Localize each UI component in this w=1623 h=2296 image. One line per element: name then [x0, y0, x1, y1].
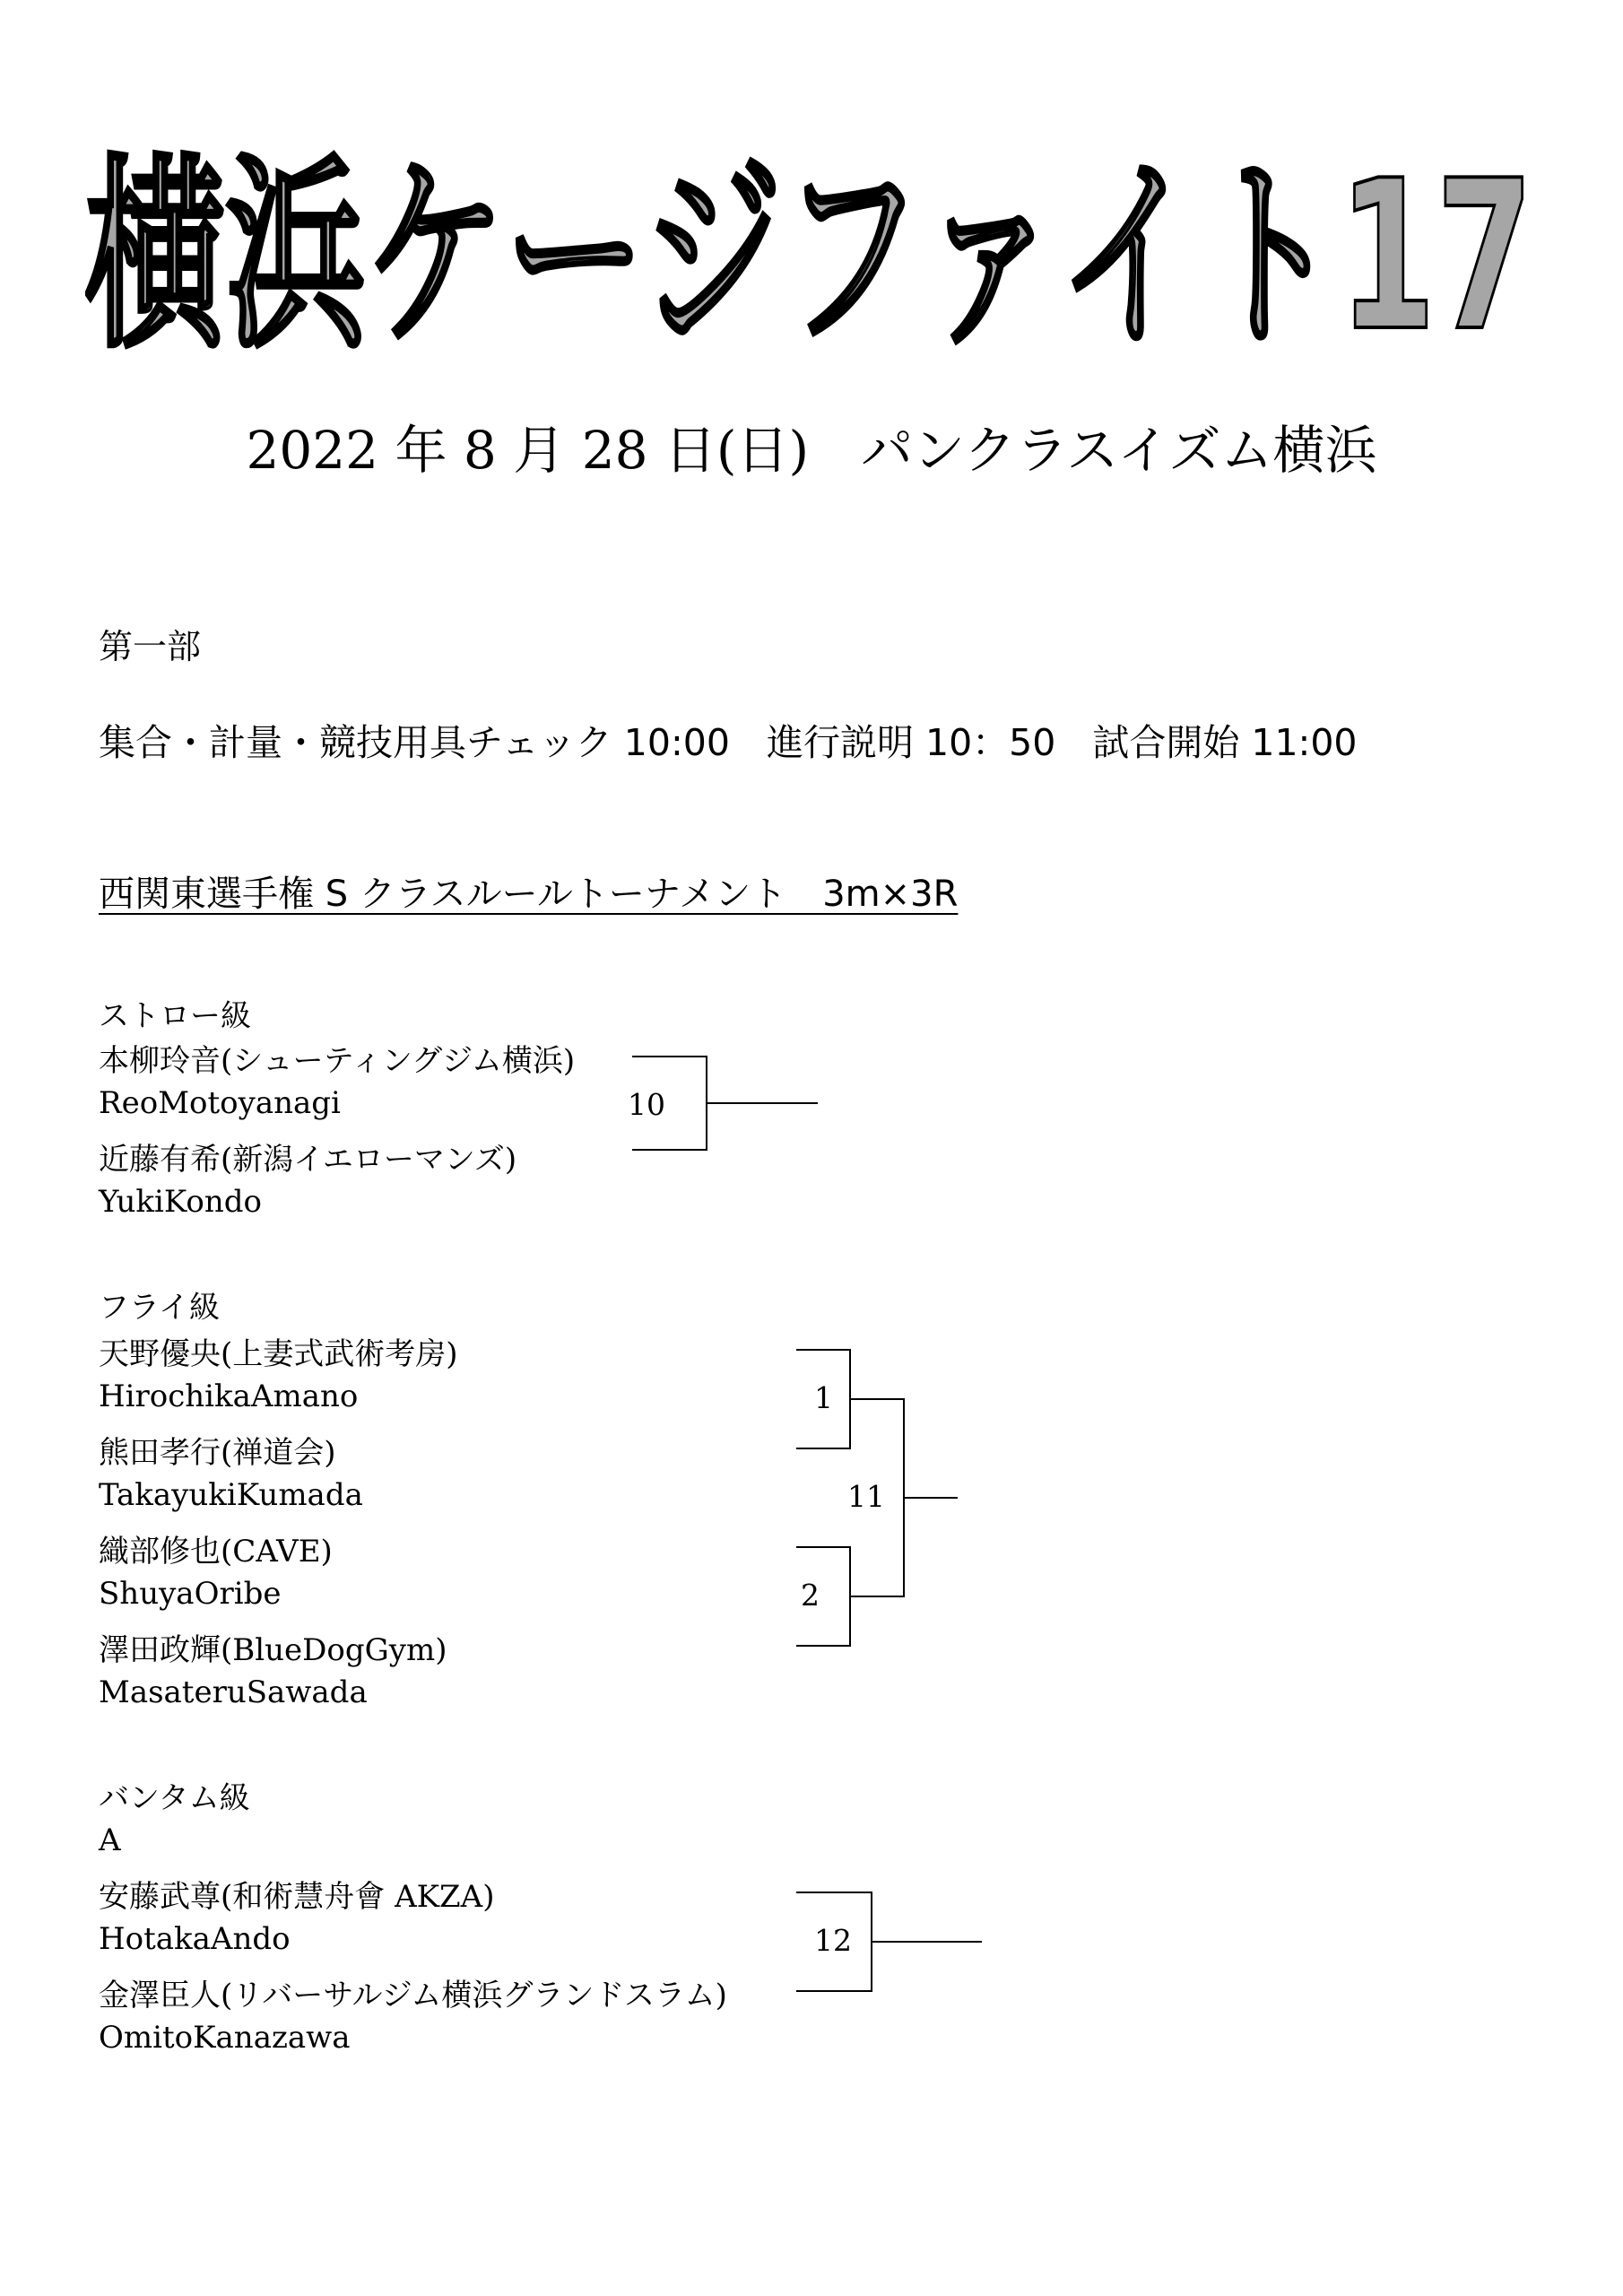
fighter-name-jp: 本柳玲音(シューティングジム横浜) [99, 1043, 576, 1079]
fighter-name-en: OmitoKanazawa [99, 2020, 351, 2056]
fighter-name-en: ShuyaOribe [99, 1576, 282, 1612]
event-title-banner [85, 85, 1538, 372]
division-heading-flyweight: フライ級 [99, 1290, 220, 1326]
fighter-name-jp: 安藤武尊(和術慧舟會 AKZA) [99, 1879, 495, 1915]
event-date-venue: 2022 年 8 月 28 日(日) パンクラスイズム横浜 [246, 420, 1377, 481]
bout-number: 1 [814, 1380, 833, 1415]
fighter-name-jp: 金澤臣人(リバーサルジム横浜グランドスラム) [99, 1978, 727, 2013]
section-heading: 第一部 [99, 627, 202, 666]
bout-number: 10 [628, 1087, 665, 1122]
event-title: 横浜ケージファイト17 [85, 137, 1533, 372]
fighter-name-en: YukiKondo [99, 1184, 262, 1220]
fighter-name-en: ReoMotoyanagi [99, 1085, 341, 1121]
fighter-name-jp: 熊田孝行(禅道会) [99, 1435, 336, 1471]
tournament-title: 西関東選手権 S クラスルールトーナメント 3m×3R [99, 874, 959, 915]
fighter-name-en: MasateruSawada [99, 1674, 368, 1710]
fighter-name-placeholder: A [99, 1822, 121, 1858]
division-heading-bantamweight: バンタム級 [99, 1780, 250, 1816]
bout-number: 11 [847, 1479, 885, 1514]
fighter-name-en: HotakaAndo [99, 1921, 291, 1957]
fighter-name-en: HirochikaAmano [99, 1378, 359, 1414]
division-heading-strawweight: ストロー級 [99, 998, 251, 1034]
schedule-line: 集合・計量・競技用具チェック 10:00 進行説明 10：50 試合開始 11:00 [99, 721, 1358, 764]
fighter-name-jp: 近藤有希(新潟イエローマンズ) [99, 1142, 517, 1178]
fighter-name-jp: 澤田政輝(BlueDogGym) [99, 1632, 447, 1668]
fighter-name-en: TakayukiKumada [99, 1477, 363, 1513]
bout-number: 12 [814, 1923, 852, 1958]
fighter-name-jp: 天野優央(上妻式武術考房) [99, 1336, 458, 1372]
bout-number: 2 [801, 1578, 820, 1613]
fighter-name-jp: 織部修也(CAVE) [99, 1534, 333, 1570]
